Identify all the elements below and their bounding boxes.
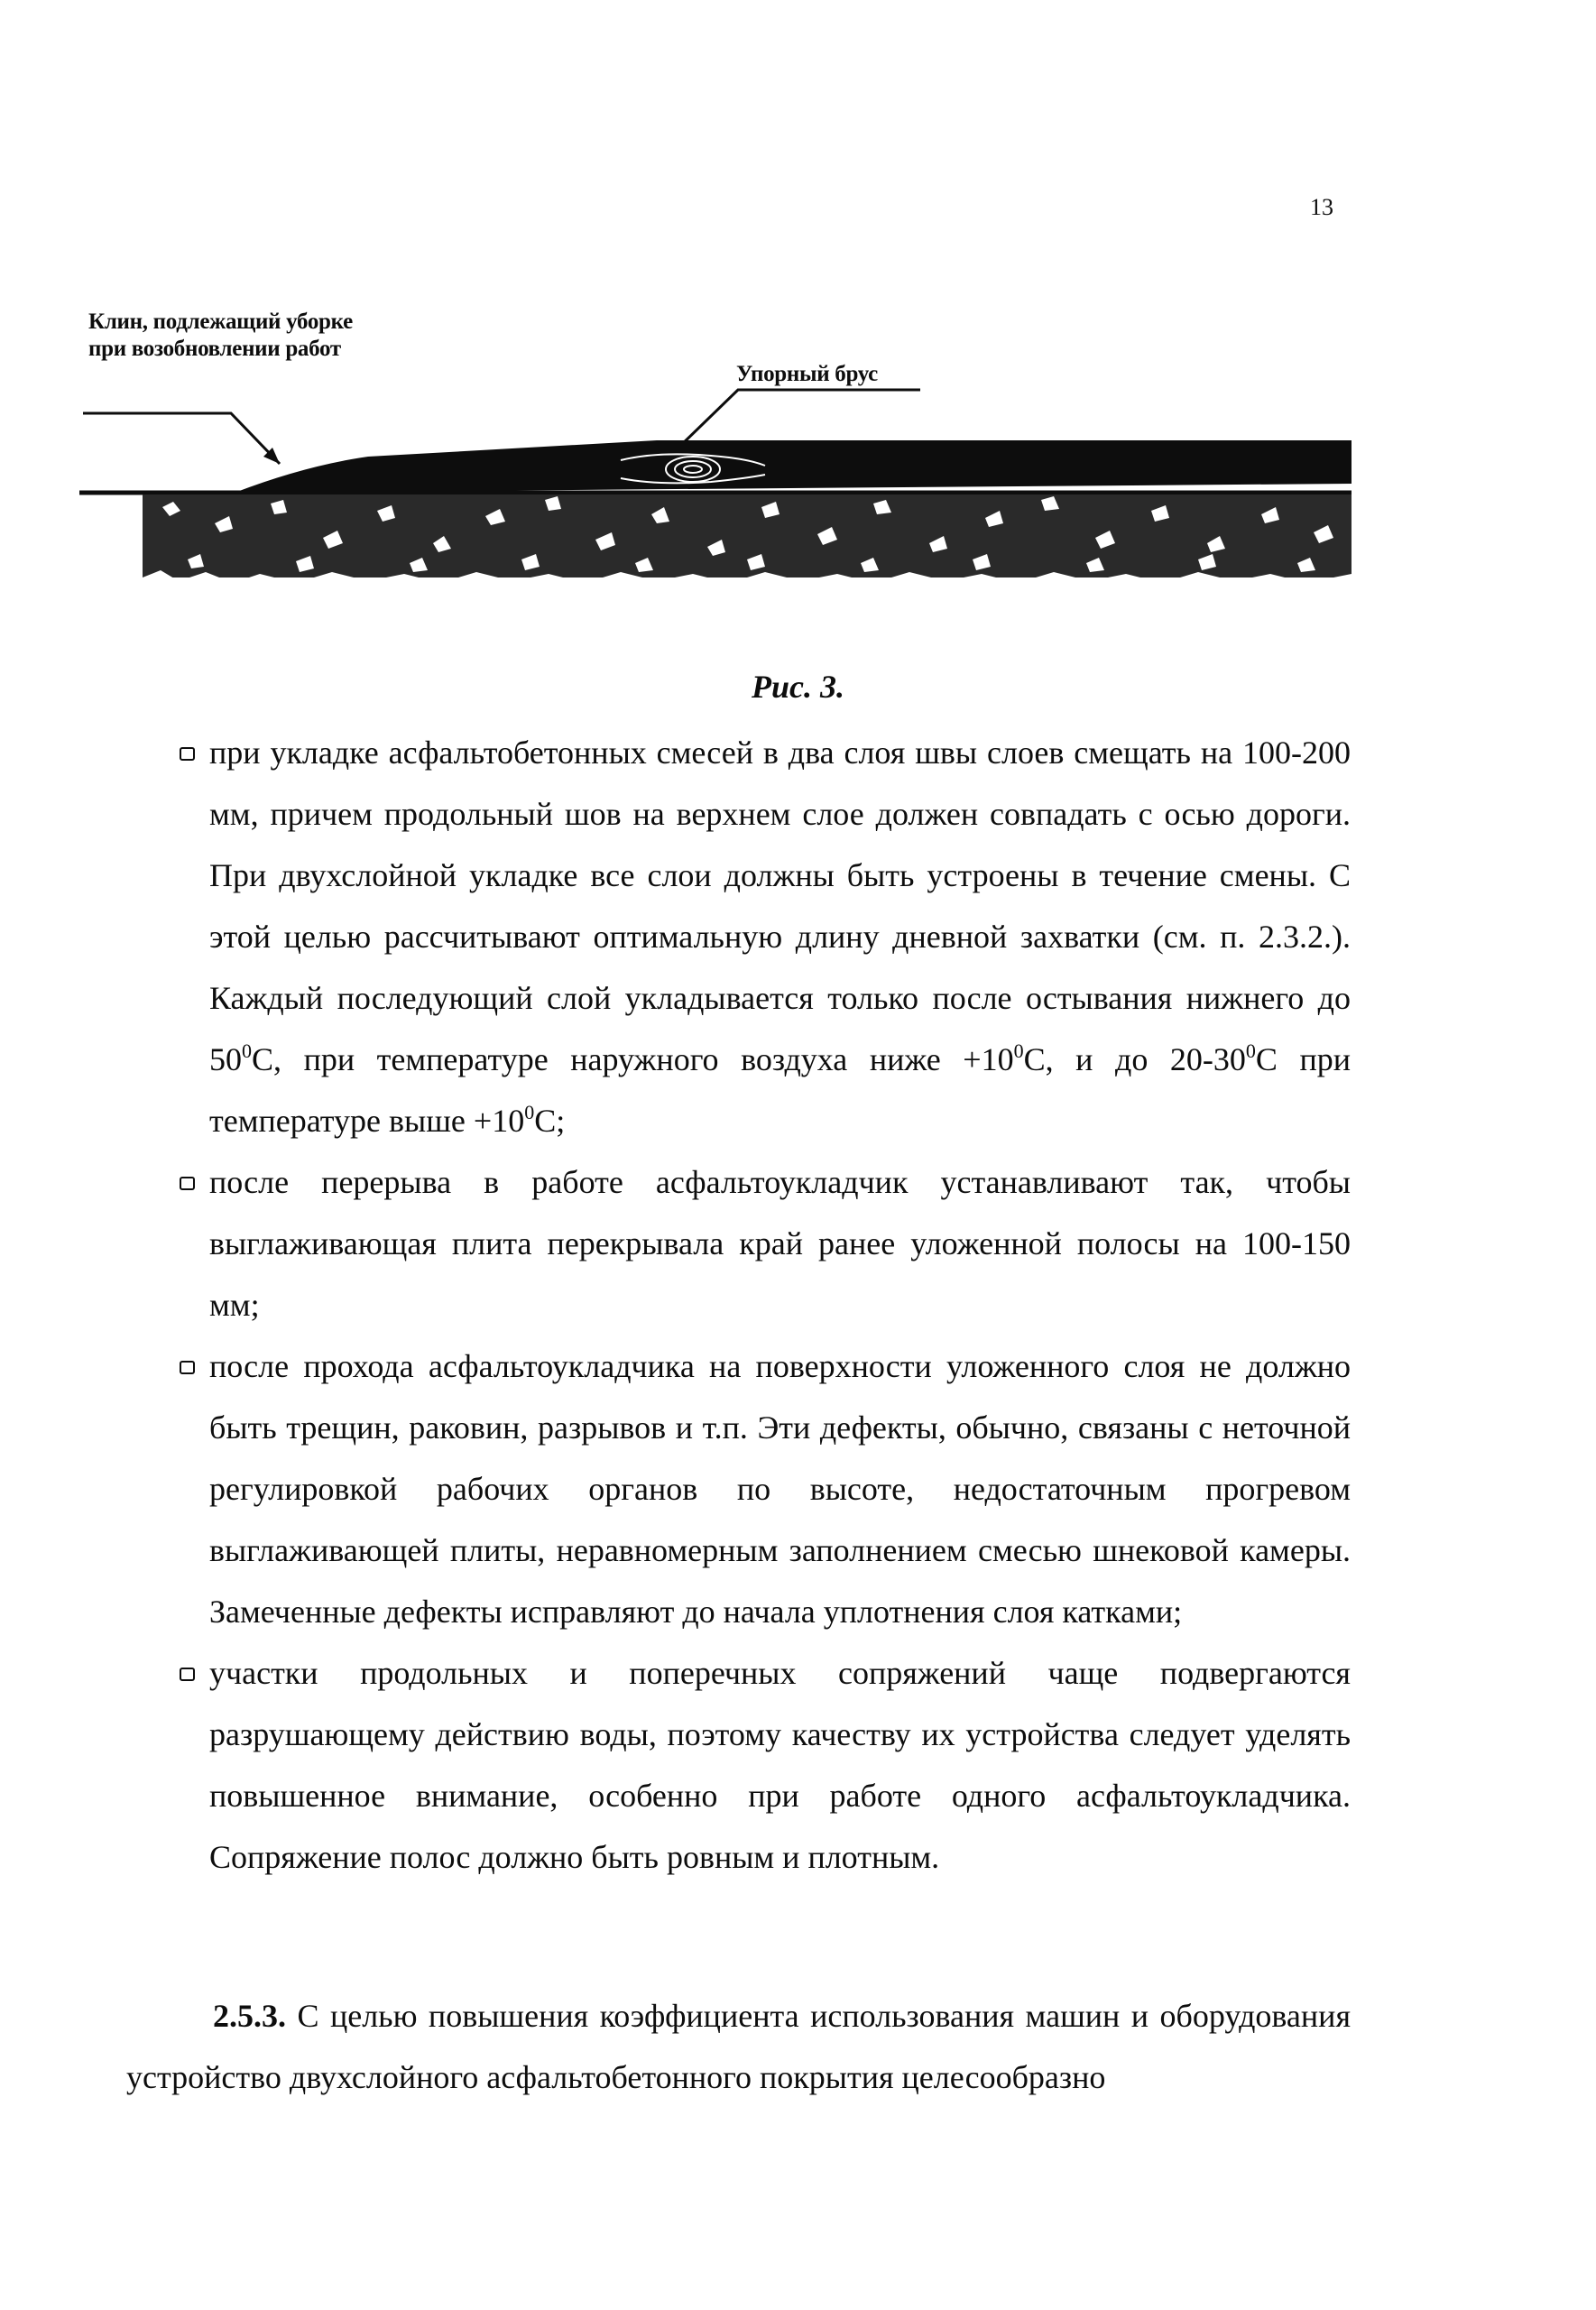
checkbox-bullet-icon	[180, 1668, 195, 1681]
bullet-text: при укладке асфальтобетонных смесей в два слоя швы слоев смещать на 100-200 мм, причем продольный шов на верхнем слое должен совпадать с осью дороги. При двухслойной укладке все слои должны быть устроены в течение смены. С этой целью рассчитывают оптимальную длину дневной захватки (см. п. 2.3.2.). Каждый последующий слой укладывается только после остывания нижнего до $50^0С$, при температуре наружного воздуха ниже $+10^0С$, и до $20-30^0С$ при температуре выше $+10^0С$;	[209, 735, 1351, 1139]
wedge-label	[88, 309, 353, 363]
bullet-item	[209, 1335, 1351, 1642]
page-number: 13	[1310, 194, 1333, 220]
bullet-text: после прохода асфальтоукладчика на поверхности уложенного слоя не должно быть трещин, раковин, разрывов и т.п. Эти дефекты, обычно, связаны с неточной регулировкой рабочих органов по высоте, недостаточным прогревом выглаживающей плиты, неравномерным заполнением смесью шнековой камеры. Замеченные дефекты исправляют до начала уплотнения слоя катками;	[209, 1348, 1351, 1630]
checkbox-bullet-icon	[180, 1361, 195, 1374]
section-number: 2.5.3.	[213, 1998, 286, 2034]
section-paragraph	[126, 1985, 1351, 2108]
wedge-label-line2: при возобновлении работ	[88, 337, 341, 361]
wedge-leader-line	[83, 413, 280, 464]
bullet-text: после перерыва в работе асфальтоукладчик устанавливают так, чтобы выглаживающая плита перекрывала край ранее уложенной полосы на 100-150 мм;	[209, 1164, 1351, 1323]
bullet-item	[209, 1642, 1351, 1888]
section-text: С целью повышения коэффициента использования машин и оборудования устройство двухслойного асфальтобетонного покрытия целесообразно	[126, 1998, 1352, 2095]
bullet-text: участки продольных и поперечных сопряжений чаще подвергаются разрушающему действию воды, поэтому качеству их устройства следует уделять повышенное внимание, особенно при работе одного асфальтоукладчика. Сопряжение полос должно быть ровным и плотным.	[209, 1655, 1351, 1875]
gravel-base	[143, 494, 1352, 578]
wedge-label-line1: Клин, подлежащий уборке	[88, 310, 353, 334]
checkbox-bullet-icon	[180, 747, 195, 761]
bullet-list	[209, 722, 1351, 1888]
figure-road-joint	[79, 307, 1352, 605]
bar-label: Упорный брус	[736, 362, 878, 386]
checkbox-bullet-icon	[180, 1177, 195, 1190]
bullet-item	[209, 1151, 1351, 1335]
figure-caption: Рис. 3.	[752, 669, 844, 705]
asphalt-layer	[235, 440, 1352, 493]
bullet-item	[209, 722, 1351, 1151]
